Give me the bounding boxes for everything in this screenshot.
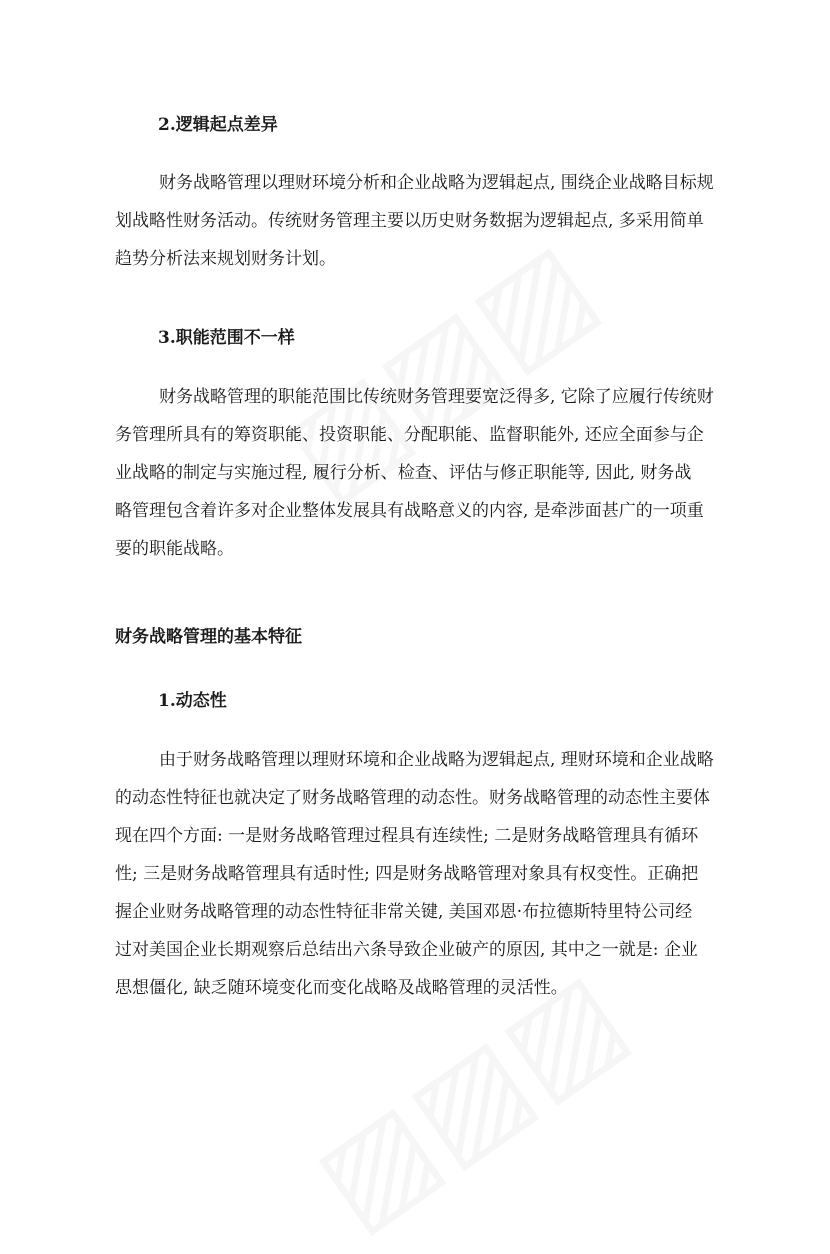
paragraph-line: 过对美国企业长期观察后总结出六条导致企业破产的原因, 其中之一就是: 企业 (115, 940, 698, 960)
paragraph-line: 性; 三是财务战略管理具有适时性; 四是财务战略管理对象具有权变性。正确把 (115, 864, 699, 884)
paragraph-line: 握企业财务战略管理的动态性特征非常关键, 美国邓恩·布拉德斯特里特公司经 (115, 902, 693, 922)
paragraph-dynamic (115, 741, 715, 1007)
paragraph-line: 趋势分析法来规划财务计划。 (115, 249, 336, 269)
section-heading-dynamic: 1.动态性 (158, 691, 227, 711)
paragraph-line: 业战略的制定与实施过程, 履行分析、检查、评估与修正职能等, 因此, 财务战 (115, 463, 692, 483)
paragraph-line: 思想僵化, 缺乏随环境变化而变化战略及战略管理的灵活性。 (115, 978, 568, 998)
paragraph-line: 现在四个方面: 一是财务战略管理过程具有连续性; 二是财务战略管理具有循环 (115, 826, 699, 846)
section-heading-basic-features: 财务战略管理的基本特征 (115, 627, 302, 647)
paragraph-line: 由于财务战略管理以理财环境和企业战略为逻辑起点, 理财环境和企业战略 (159, 750, 714, 770)
paragraph-line: 财务战略管理的职能范围比传统财务管理要宽泛得多, 它除了应履行传统财 (159, 387, 714, 407)
paragraph-line: 务管理所具有的筹资职能、投资职能、分配职能、监督职能外, 还应全面参与企 (115, 425, 704, 445)
paragraph-line: 略管理包含着许多对企业整体发展具有战略意义的内容, 是牵涉面甚广的一项重 (115, 501, 704, 521)
paragraph-line: 要的职能战略。 (115, 539, 234, 559)
paragraph-logic-start (115, 164, 715, 278)
section-heading-function-scope: 3.职能范围不一样 (158, 328, 295, 348)
paragraph-line: 的动态性特征也就决定了财务战略管理的动态性。财务战略管理的动态性主要体 (115, 788, 710, 808)
section-heading-logic-start: 2.逻辑起点差异 (158, 115, 278, 135)
paragraph-function-scope (115, 378, 715, 568)
paragraph-line: 划战略性财务活动。传统财务管理主要以历史财务数据为逻辑起点, 多采用简单 (115, 211, 704, 231)
paragraph-line: 财务战略管理以理财环境分析和企业战略为逻辑起点, 围绕企业战略目标规 (159, 173, 714, 193)
